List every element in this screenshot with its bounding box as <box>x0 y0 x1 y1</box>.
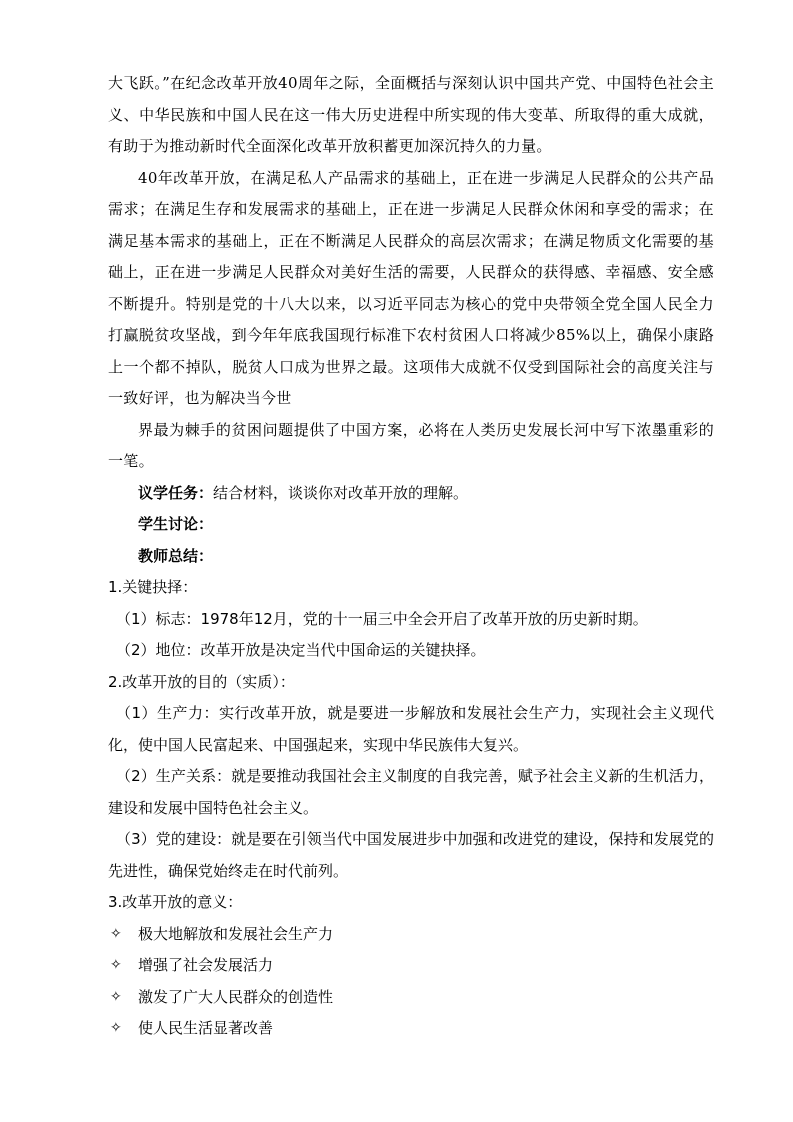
significance-bullet-1 <box>108 919 714 951</box>
section-1-item-1: （1）标志：1978年12月，党的十一届三中全会开启了改革开放的历史新时期。 <box>116 609 648 628</box>
task-line <box>108 478 714 510</box>
material-paragraph-1: 大飞跃。”在纪念改革开放40周年之际，全面概括与深刻认识中国共产党、中国特色社会主义、中华民族和中国人民在这一伟大历史进程中所实现的伟大变革、所取得的重大成就，有助于为推动新时代全面深化改革开放积蓄更加深沉持久的力量。 <box>108 74 714 155</box>
significance-bullet-3 <box>108 982 714 1014</box>
document-page <box>108 68 714 1045</box>
bullet-text: 增强了社会发展活力 <box>138 956 274 974</box>
discussion-label: 学生讨论： <box>138 515 214 533</box>
discussion-line <box>108 509 714 541</box>
section-3-title: 3.改革开放的意义： <box>108 893 243 911</box>
bullet-text: 激发了广大人民群众的创造性 <box>138 987 334 1006</box>
diamond-bullet-icon: ✧ <box>110 1020 122 1036</box>
significance-bullet-2 <box>108 950 714 982</box>
task-text: 结合材料，谈谈你对改革开放的理解。 <box>213 483 469 502</box>
task-label: 议学任务： <box>138 483 214 502</box>
section-1-title: 1.关键抉择： <box>108 578 198 596</box>
diamond-bullet-icon: ✧ <box>110 957 122 973</box>
significance-bullet-4 <box>108 1013 714 1045</box>
summary-line <box>108 541 714 573</box>
section-2-title: 2.改革开放的目的（实质）： <box>108 672 295 691</box>
summary-label: 教师总结： <box>138 546 214 565</box>
diamond-bullet-icon: ✧ <box>110 988 122 1005</box>
section-1-item-2: （2）地位：改革开放是决定当代中国命运的关键抉择。 <box>116 641 486 659</box>
bullet-text: 使人民生活显著改善 <box>138 1019 274 1037</box>
bullet-text: 极大地解放和发展社会生产力 <box>138 924 334 943</box>
material-paragraph-2: 40年改革开放，在满足私人产品需求的基础上，正在进一步满足人民群众的公共产品需求；在满足生存和发展需求的基础上，正在进一步满足人民群众休闲和享受的需求；在满足基本需求的基础上，正在不断满足人民群众的高层次需求；在满足物质文化需要的基础上，正在进一步满足人民群众对美好生活的需要，人民群众的获得感、幸福感、安全感不断提升。特别是党的十八大以来，以习近平同志为核心的党中央带领全党全国人民全力打赢脱贫攻坚战，到今年年底我国现行标准下农村贫困人口将减少85%以上，确保小康路上一个都不掉队，脱贫人口成为世界之最。这项伟大成就不仅受到国际社会的高度关注与一致好评，也为解决当今世 <box>108 168 714 407</box>
section-2-item-3: （3）党的建设：就是要在引领当代中国发展进步中加强和改进党的建设，保持和发展党的先进性，确保党始终走在时代前列。 <box>108 830 714 880</box>
material-paragraph-3: 界最为棘手的贫困问题提供了中国方案，必将在人类历史发展长河中写下浓墨重彩的一笔。 <box>108 420 714 470</box>
section-2-item-2: （2）生产关系：就是要推动我国社会主义制度的自我完善，赋予社会主义新的生机活力，建设和发展中国特色社会主义。 <box>108 767 714 817</box>
section-2-item-1: （1）生产力：实行改革开放，就是要进一步解放和发展社会生产力，实现社会主义现代化，使中国人民富起来、中国强起来，实现中华民族伟大复兴。 <box>108 704 714 754</box>
diamond-bullet-icon: ✧ <box>110 925 122 942</box>
